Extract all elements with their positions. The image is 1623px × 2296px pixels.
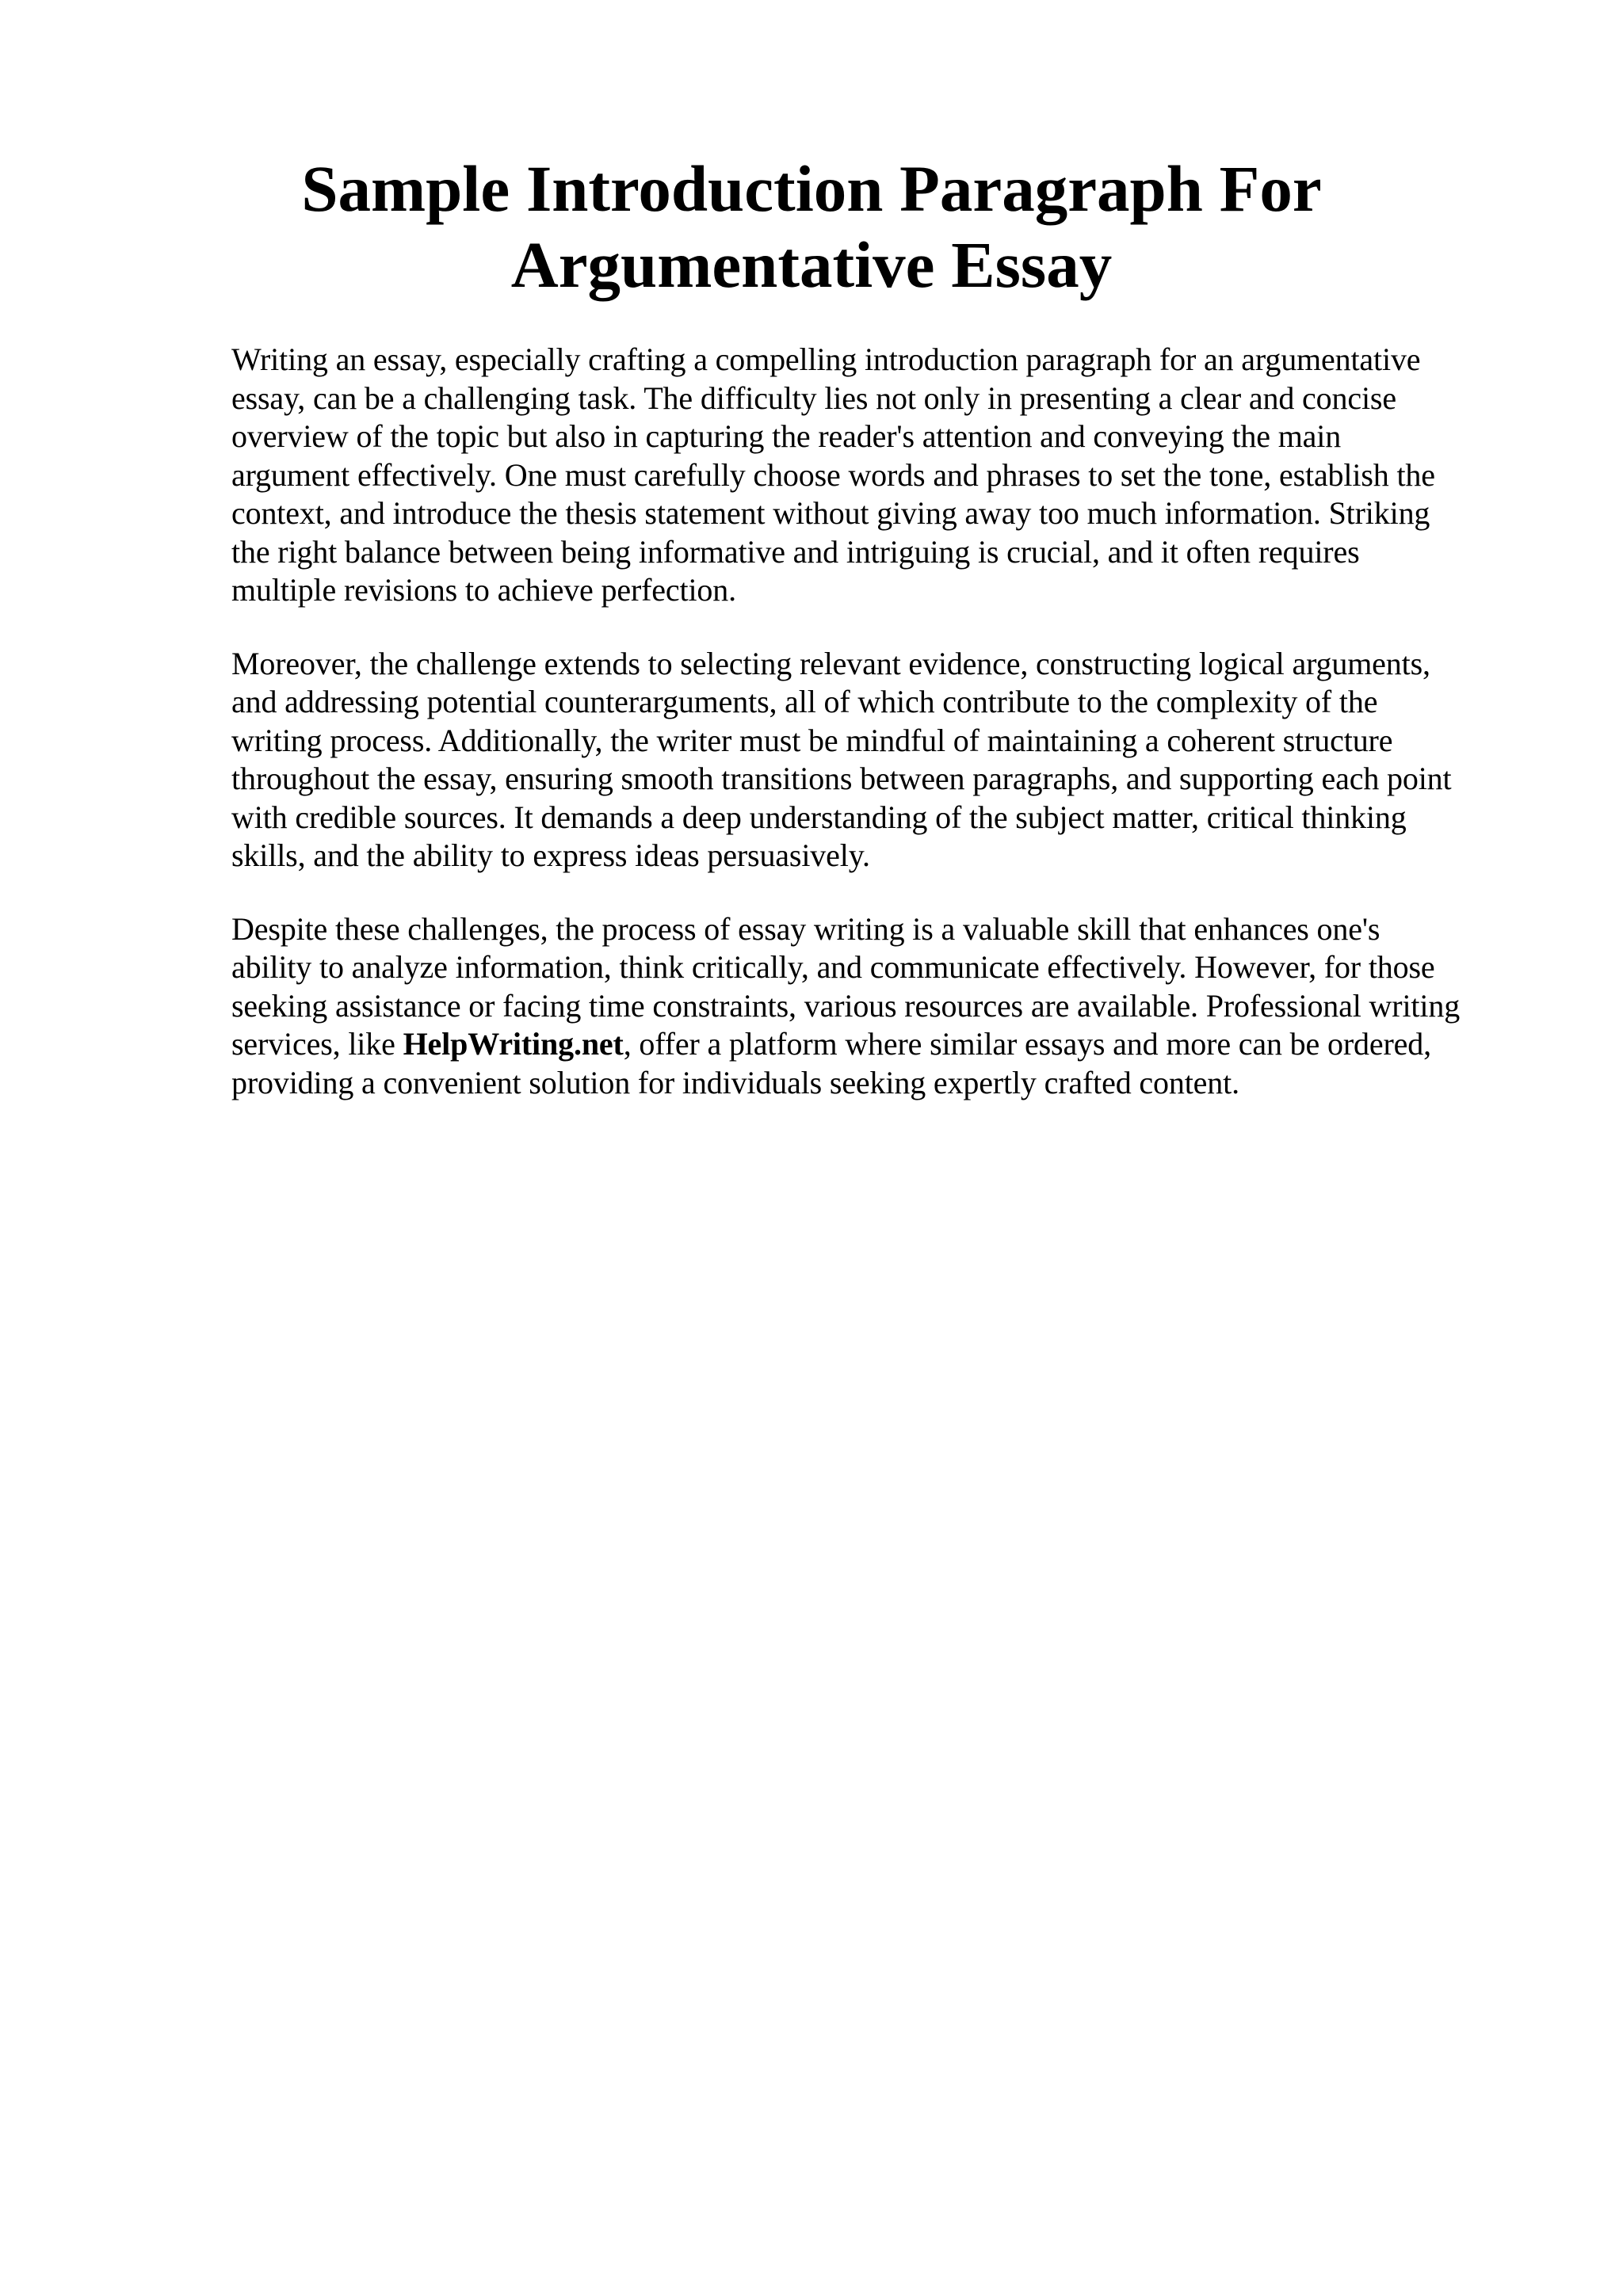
paragraph-line: and addressing potential counterarguments, all of which contribute to the complexity of the xyxy=(231,684,1378,719)
paragraph-line: writing process. Additionally, the writer must be mindful of maintaining a coherent structure xyxy=(231,722,1393,758)
body-text xyxy=(231,341,1531,1137)
paragraph-line: providing a convenient solution for individuals seeking expertly crafted content. xyxy=(231,1064,1239,1100)
paragraph-line: overview of the topic but also in capturing the reader's attention and conveying the main xyxy=(231,418,1342,454)
line-text-before-link: services, like xyxy=(231,1026,403,1062)
paragraph-3 xyxy=(231,910,1531,1103)
paragraph-1 xyxy=(231,341,1531,610)
page-title xyxy=(158,151,1465,303)
paragraph-line: skills, and the ability to express ideas persuasively. xyxy=(231,837,870,873)
helpwriting-link[interactable]: HelpWriting.net xyxy=(403,1026,624,1062)
paragraph-line: multiple revisions to achieve perfection. xyxy=(231,572,736,608)
line-text-after-link: , offer a platform where similar essays and more can be ordered, xyxy=(623,1026,1431,1062)
paragraph-line: with credible sources. It demands a deep understanding of the subject matter, critical thinking xyxy=(231,799,1407,835)
title-line-1: Sample Introduction Paragraph For xyxy=(301,152,1322,225)
paragraph-line: throughout the essay, ensuring smooth transitions between paragraphs, and supporting each point xyxy=(231,761,1452,796)
paragraph-line: the right balance between being informative and intriguing is crucial, and it often requires xyxy=(231,533,1360,570)
paragraph-line: Writing an essay, especially crafting a compelling introduction paragraph for an argumentative xyxy=(231,341,1421,377)
paragraph-line: Moreover, the challenge extends to selecting relevant evidence, constructing logical arguments, xyxy=(231,645,1430,681)
paragraph-line: context, and introduce the thesis statement without giving away too much information. Striking xyxy=(231,495,1430,531)
paragraph-2 xyxy=(231,645,1531,875)
paragraph-line: ability to analyze information, think critically, and communicate effectively. However, for those xyxy=(231,949,1435,985)
paragraph-line-with-link xyxy=(231,1025,1531,1064)
paragraph-line: seeking assistance or facing time constraints, various resources are available. Professional writing xyxy=(231,987,1461,1024)
title-line-2: Argumentative Essay xyxy=(510,228,1113,301)
paragraph-line: argument effectively. One must carefully choose words and phrases to set the tone, establish the xyxy=(231,456,1435,493)
paragraph-line: Despite these challenges, the process of essay writing is a valuable skill that enhances one's xyxy=(231,910,1381,947)
paragraph-line: essay, can be a challenging task. The difficulty lies not only in presenting a clear and concise xyxy=(231,379,1396,416)
